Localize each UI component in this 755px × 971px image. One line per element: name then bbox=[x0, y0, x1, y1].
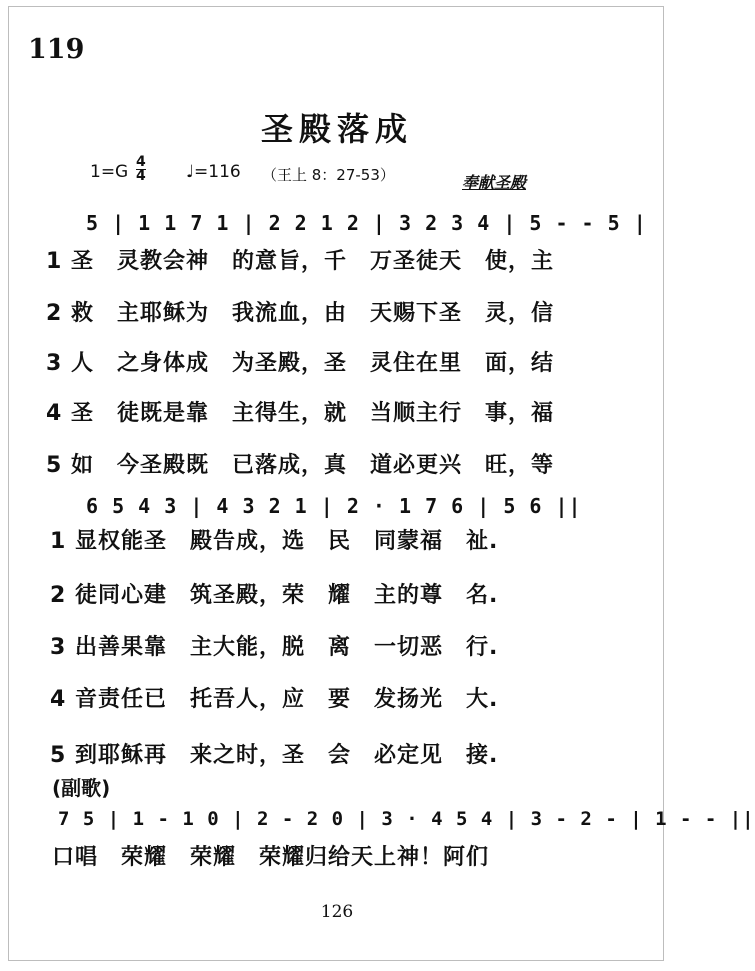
verse-line-2b: 2 徒同心建 筑圣殿，荣 耀 主的尊 名. bbox=[50, 583, 499, 608]
verse-line-3a: 3 人 之身体成 为圣殿，圣 灵住在里 面，结 bbox=[46, 351, 554, 376]
verse-line-4b: 4 音责任已 托吾人，应 要 发扬光 大. bbox=[50, 687, 499, 712]
verse-line-5b: 5 到耶稣再 来之时，圣 会 必定见 接. bbox=[50, 743, 499, 768]
scripture-reference: （王上 8：27-53） bbox=[262, 166, 395, 184]
notation-line-2: 6 5 4 3 | 4 3 2 1 | 2 · 1 7 6 | 5 6 || bbox=[86, 494, 582, 518]
notation-line-3: 7 5 | 1 - 1 0 | 2 - 2 0 | 3 · 4 5 4 | 3 - 2 - | 1 - - || bbox=[58, 808, 755, 830]
verse-line-2a: 2 救 主耶稣为 我流血，由 天赐下圣 灵，信 bbox=[46, 301, 554, 326]
tempo-marking: ♩=116 bbox=[186, 162, 241, 182]
verse-line-4a: 4 圣 徒既是靠 主得生，就 当顺主行 事，福 bbox=[46, 401, 554, 426]
chorus-label: (副歌) bbox=[52, 776, 111, 800]
dedication-label: 奉献圣殿 bbox=[462, 173, 527, 192]
verse-line-1b: 1 显权能圣 殿告成，选 民 同蒙福 祉. bbox=[50, 529, 499, 554]
hymn-number: 119 bbox=[28, 34, 85, 65]
verse-line-5a: 5 如 今圣殿既 已落成，真 道必更兴 旺，等 bbox=[46, 453, 554, 478]
hymn-title: 圣殿落成 bbox=[260, 110, 413, 148]
page-number: 126 bbox=[320, 902, 354, 922]
verse-line-3b: 3 出善果靠 主大能，脱 离 一切恶 行. bbox=[50, 635, 499, 660]
time-signature-bottom: 4 bbox=[136, 168, 146, 184]
time-signature-top: 4 bbox=[136, 154, 146, 170]
notation-line-1: 5 | 1 1 7 1 | 2 2 1 2 | 3 2 3 4 | 5 - - 5 | bbox=[86, 211, 647, 235]
verse-line-1a: 1 圣 灵教会神 的意旨，千 万圣徒天 使，主 bbox=[46, 249, 554, 274]
key-signature: 1=G bbox=[90, 162, 129, 182]
time-signature bbox=[136, 156, 146, 183]
chorus-lyrics: 口唱 荣耀 荣耀 荣耀归给天上神！阿们 bbox=[52, 845, 490, 870]
